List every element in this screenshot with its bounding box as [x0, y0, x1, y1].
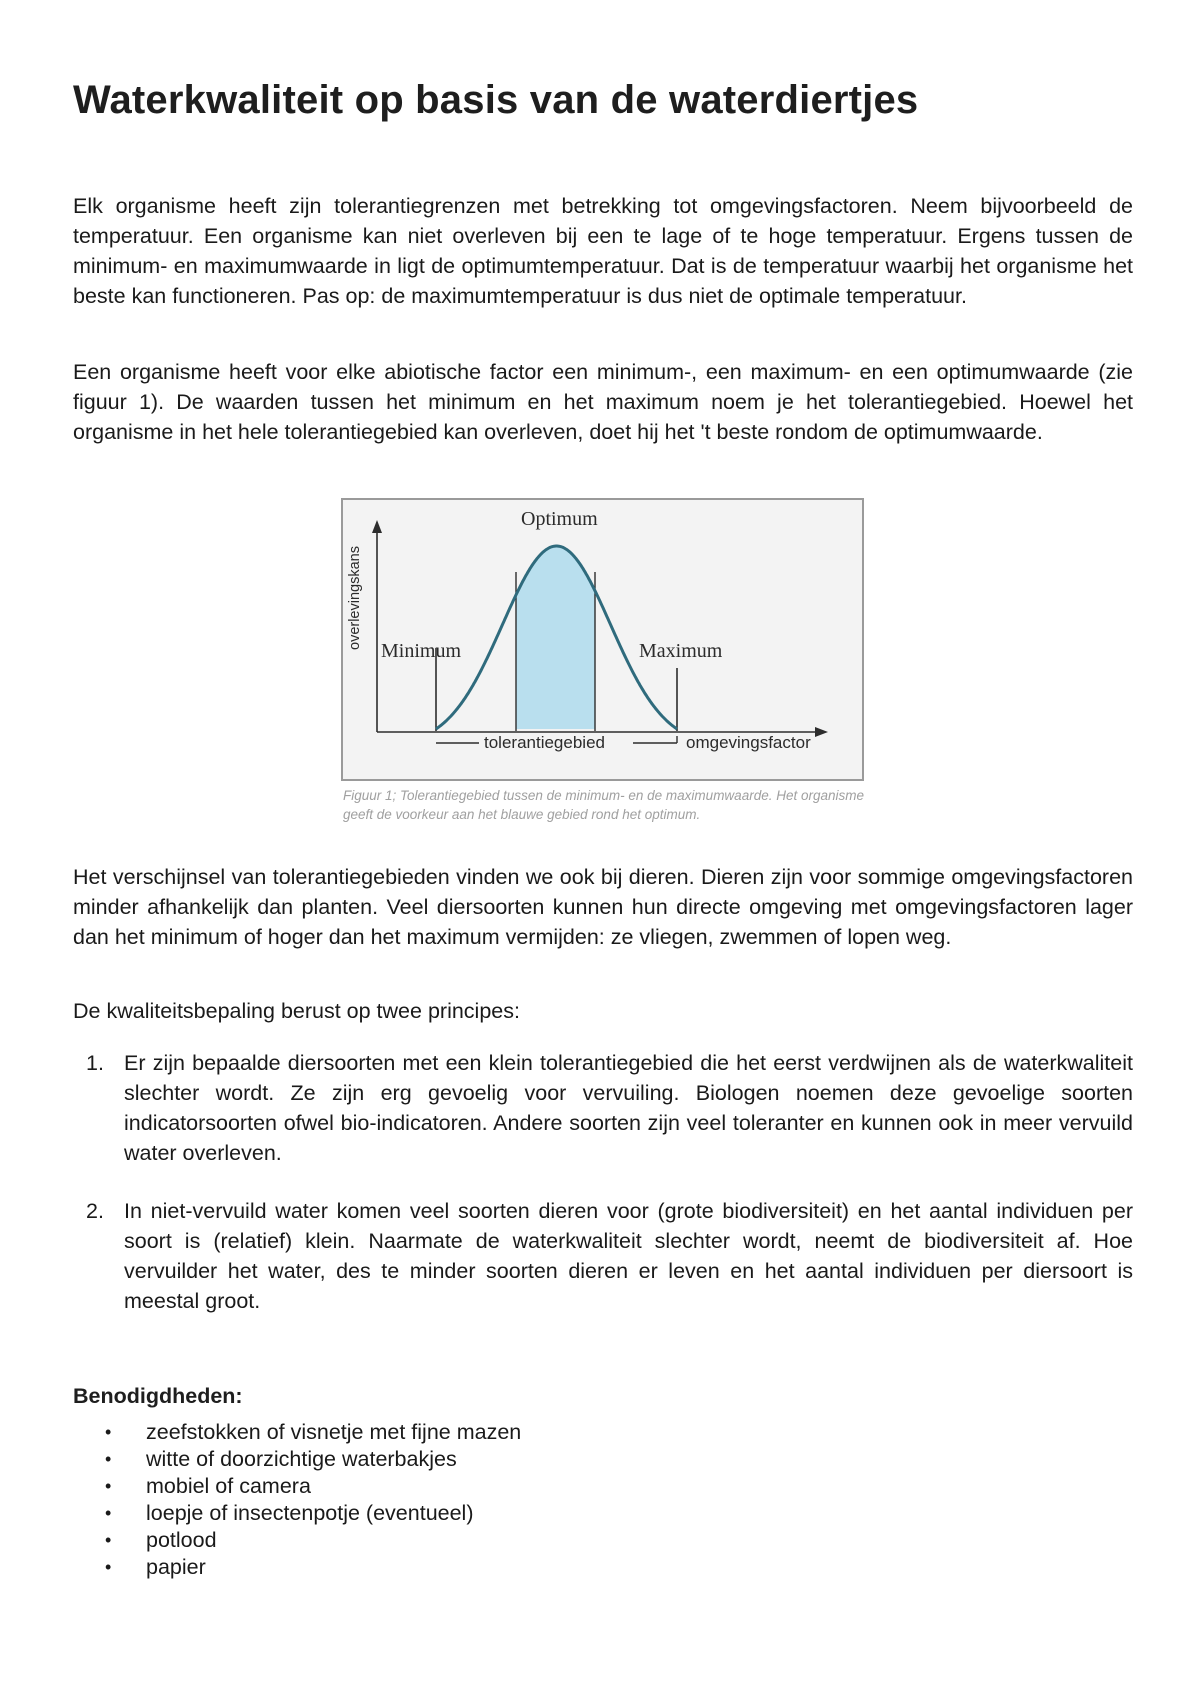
tolerance-curve-diagram — [343, 500, 862, 779]
list-item — [73, 1473, 521, 1500]
list-item — [73, 1196, 1133, 1316]
bullet-icon: • — [105, 1503, 112, 1523]
range-label: tolerantiegebied — [484, 733, 605, 752]
supplies-list — [73, 1419, 521, 1581]
list-item — [73, 1446, 521, 1473]
list-item — [73, 1554, 521, 1581]
bullet-icon: • — [105, 1449, 112, 1469]
paragraph-tolerance-range: Een organisme heeft voor elke abiotische factor een minimum-, een maximum- en een optimumwaarde (zie figuur 1). De waarden tussen het minimum en het maximum noem je het tolerantiegebied. Hoewel het organisme in het hele tolerantiegebied kan overleven, doet hij het 't beste rondom de optimumwaarde. — [73, 360, 1133, 444]
list-item-text: mobiel of camera — [146, 1474, 311, 1498]
list-item — [73, 1419, 521, 1446]
paragraph-tolerance-limits: Elk organisme heeft zijn tolerantiegrenzen met betrekking tot omgevingsfactoren. Neem bijvoorbeeld de temperatuur. Een organisme kan niet overleven bij een te lage of te hoge temperatuur. Ergens tussen de minimum- en maximumwaarde in ligt de optimumtemperatuur. Dat is de temperatuur waarbij het organisme het beste kan functioneren. Pas op: de maximumtemperatuur is dus niet de optimale temperatuur. — [73, 194, 1133, 308]
principles-list — [73, 1048, 1133, 1316]
bullet-icon: • — [105, 1422, 112, 1442]
paragraph-animals: Het verschijnsel van tolerantiegebieden vinden we ook bij dieren. Dieren zijn voor sommige omgevingsfactoren minder afhankelijk dan planten. Veel diersoorten kunnen hun directe omgeving met omgevingsfactoren lager dan het minimum of hoger dan het maximum vermijden: ze vliegen, zwemmen of lopen weg. — [73, 865, 1133, 949]
list-item-text: Er zijn bepaalde diersoorten met een klein tolerantiegebied die het eerst verdwijnen als de waterkwaliteit slechter wordt. Ze zijn erg gevoelig voor vervuiling. Biologen noemen deze gevoelige soorten indicatorsoorten ofwel bio-indicatoren. Andere soorten zijn veel toleranter en kunnen ook in meer vervuild water overleven. — [124, 1051, 1133, 1165]
supplies-heading: Benodigdheden: — [73, 1384, 243, 1408]
list-item-text: potlood — [146, 1528, 217, 1552]
bullet-icon: • — [105, 1557, 112, 1577]
list-item-text: witte of doorzichtige waterbakjes — [146, 1447, 457, 1471]
bullet-icon: • — [105, 1476, 112, 1496]
x-axis-arrow-icon — [815, 727, 828, 737]
list-item-text: zeefstokken of visnetje met fijne mazen — [146, 1420, 522, 1444]
y-axis-label: overlevingskans — [347, 546, 363, 650]
list-item — [73, 1527, 521, 1554]
bullet-icon: • — [105, 1530, 112, 1550]
maximum-label: Maximum — [639, 640, 723, 662]
x-axis-label: omgevingsfactor — [686, 733, 811, 752]
optimum-label: Optimum — [521, 508, 598, 530]
tolerance-figure — [341, 498, 864, 781]
list-item-text: loepje of insectenpotje (eventueel) — [146, 1501, 474, 1525]
list-number: 1. — [86, 1051, 104, 1075]
minimum-label: Minimum — [381, 640, 462, 662]
list-item — [73, 1500, 521, 1527]
list-item-text: In niet-vervuild water komen veel soorten dieren voor (grote biodiversiteit) en het aantal individuen per soort is (relatief) klein. Naarmate de waterkwaliteit slechter wordt, neemt de biodiversiteit af. Hoe vervuilder het water, des te minder soorten dieren er leven en het aantal individuen per diersoort is meestal groot. — [124, 1199, 1133, 1313]
list-item — [73, 1048, 1133, 1168]
list-number: 2. — [86, 1199, 104, 1223]
figure-caption: Figuur 1; Tolerantiegebied tussen de minimum- en de maximumwaarde. Het organisme geeft de voorkeur aan het blauwe gebied rond het optimum. — [343, 788, 865, 822]
page-title: Waterkwaliteit op basis van de waterdiertjes — [73, 78, 919, 122]
list-item-text: papier — [146, 1555, 206, 1579]
paragraph-principles-intro: De kwaliteitsbepaling berust op twee principes: — [73, 999, 520, 1023]
y-axis-arrow-icon — [372, 520, 382, 533]
